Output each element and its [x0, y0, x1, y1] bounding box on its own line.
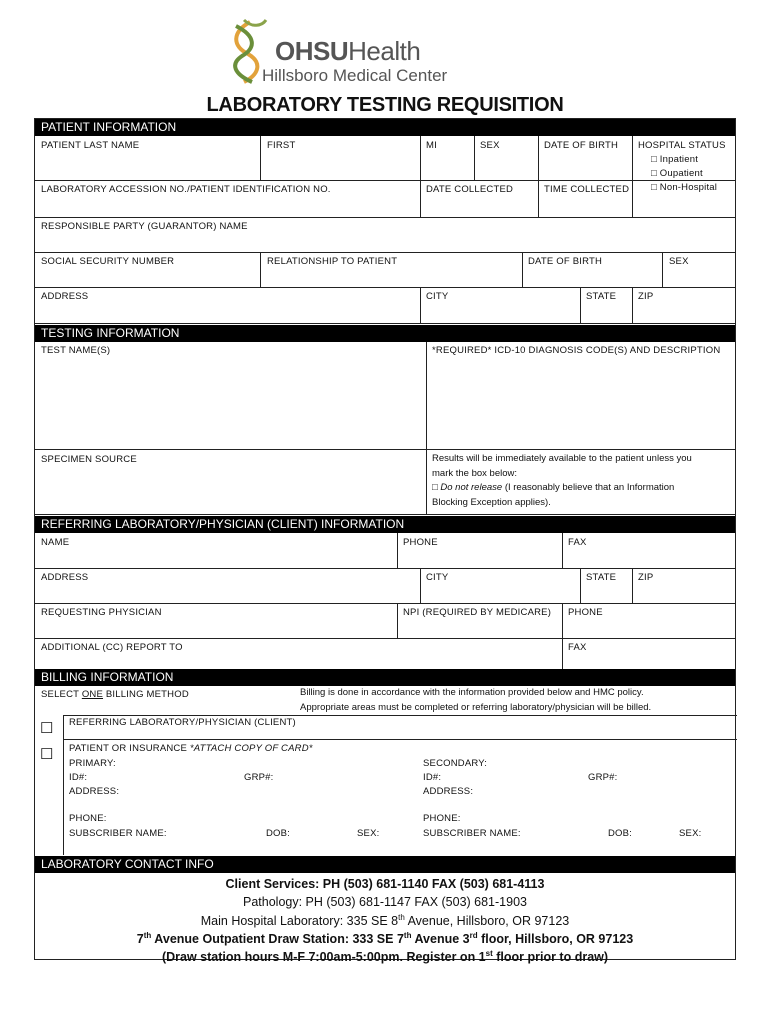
time-collected-field[interactable]: TIME COLLECTED	[544, 184, 630, 195]
secondary-id-field[interactable]: ID#:	[423, 772, 442, 783]
client-zip-field[interactable]: ZIP	[638, 572, 654, 583]
client-state-field[interactable]: STATE	[586, 572, 617, 583]
guarantor-sex-field[interactable]: SEX	[669, 256, 689, 267]
ssn-field[interactable]: SOCIAL SECURITY NUMBER	[41, 256, 175, 267]
client-services-line: Client Services: PH (503) 681-1140 FAX (503) 681-4113	[225, 877, 545, 891]
billing-policy-note: Billing is done in accordance with the information provided below and HMC policy. Appropriate areas must be completed or referring laboratory/physician will be billed.	[300, 687, 652, 713]
primary-id-field[interactable]: ID#:	[69, 772, 88, 783]
status-inpatient-checkbox[interactable]: □ Inpatient	[651, 154, 699, 165]
contact-info-header: LABORATORY CONTACT INFO	[35, 856, 735, 873]
cc-report-field[interactable]: ADDITIONAL (CC) REPORT TO	[41, 642, 183, 653]
status-outpatient-checkbox[interactable]: □ Oupatient	[651, 168, 703, 179]
select-billing-label: SELECT ONE BILLING METHOD	[41, 689, 189, 700]
patient-mi-field[interactable]: MI	[426, 140, 437, 151]
patient-dob-field[interactable]: DATE OF BIRTH	[544, 140, 619, 151]
primary-dob-field[interactable]: DOB:	[266, 828, 291, 839]
testing-info-header: TESTING INFORMATION	[35, 325, 735, 342]
draw-hours-line: (Draw station hours M-F 7:00am-5:00pm. Register on 1st floor prior to draw)	[161, 949, 609, 965]
patient-first-name-field[interactable]: FIRST	[267, 140, 296, 151]
client-city-field[interactable]: CITY	[426, 572, 449, 583]
secondary-label: SECONDARY:	[423, 758, 488, 769]
hospital-status-label: HOSPITAL STATUS	[638, 140, 726, 151]
relationship-field[interactable]: RELATIONSHIP TO PATIENT	[267, 256, 398, 267]
guarantor-dob-field[interactable]: DATE OF BIRTH	[528, 256, 603, 267]
page-title: LABORATORY TESTING REQUISITION	[206, 94, 564, 116]
primary-label: PRIMARY:	[69, 758, 116, 769]
primary-phone-field[interactable]: PHONE:	[69, 813, 107, 824]
cc-fax-field[interactable]: FAX	[568, 642, 587, 653]
referring-info-header: REFERRING LABORATORY/PHYSICIAN (CLIENT) INFORMATION	[35, 516, 735, 533]
patient-last-name-field[interactable]: PATIENT LAST NAME	[41, 140, 140, 151]
secondary-phone-field[interactable]: PHONE:	[423, 813, 461, 824]
patient-city-field[interactable]: CITY	[426, 291, 449, 302]
patient-info-header: PATIENT INFORMATION	[35, 119, 735, 136]
icd10-codes-field[interactable]: *REQUIRED* ICD-10 DIAGNOSIS CODE(S) AND DESCRIPTION	[432, 345, 721, 356]
npi-field[interactable]: NPI (REQUIRED BY MEDICARE)	[403, 607, 552, 618]
client-fax-field[interactable]: FAX	[568, 537, 587, 548]
bill-patient-label: PATIENT OR INSURANCE *ATTACH COPY OF CARD*	[69, 743, 313, 754]
secondary-dob-field[interactable]: DOB:	[608, 828, 633, 839]
secondary-subscriber-field[interactable]: SUBSCRIBER NAME:	[423, 828, 521, 839]
physician-phone-field[interactable]: PHONE	[568, 607, 603, 618]
requesting-physician-field[interactable]: REQUESTING PHYSICIAN	[41, 607, 162, 618]
bill-client-label: REFERRING LABORATORY/PHYSICIAN (CLIENT)	[69, 717, 296, 728]
ohsu-logo	[222, 18, 522, 88]
client-name-field[interactable]: NAME	[41, 537, 70, 548]
logo-brand: OHSUHealth	[275, 36, 421, 66]
client-address-field[interactable]: ADDRESS	[41, 572, 89, 583]
primary-address-field[interactable]: ADDRESS:	[69, 786, 120, 797]
main-lab-line: Main Hospital Laboratory: 335 SE 8th Avenue, Hillsboro, OR 97123	[200, 913, 570, 929]
primary-grp-field[interactable]: GRP#:	[244, 772, 274, 783]
responsible-party-field[interactable]: RESPONSIBLE PARTY (GUARANTOR) NAME	[41, 221, 248, 232]
logo-subtitle: Hillsboro Medical Center	[262, 66, 448, 85]
primary-subscriber-field[interactable]: SUBSCRIBER NAME:	[69, 828, 167, 839]
date-collected-field[interactable]: DATE COLLECTED	[426, 184, 514, 195]
bill-client-checkbox[interactable]: ☐	[40, 720, 54, 737]
secondary-grp-field[interactable]: GRP#:	[588, 772, 618, 783]
test-names-field[interactable]: TEST NAME(S)	[41, 345, 111, 356]
draw-station-line: 7th Avenue Outpatient Draw Station: 333 SE 7th Avenue 3rd floor, Hillsboro, OR 97123	[136, 931, 634, 947]
client-phone-field[interactable]: PHONE	[403, 537, 438, 548]
accession-field[interactable]: LABORATORY ACCESSION NO./PATIENT IDENTIFICATION NO.	[41, 184, 331, 195]
patient-sex-field[interactable]: SEX	[480, 140, 500, 151]
patient-state-field[interactable]: STATE	[586, 291, 617, 302]
patient-address-field[interactable]: ADDRESS	[41, 291, 89, 302]
specimen-source-field[interactable]: SPECIMEN SOURCE	[41, 454, 137, 465]
secondary-sex-field[interactable]: SEX:	[679, 828, 702, 839]
pathology-line: Pathology: PH (503) 681-1147 FAX (503) 681-1903	[243, 895, 527, 909]
primary-sex-field[interactable]: SEX:	[357, 828, 380, 839]
patient-zip-field[interactable]: ZIP	[638, 291, 654, 302]
secondary-address-field[interactable]: ADDRESS:	[423, 786, 474, 797]
do-not-release-checkbox[interactable]: □ Do not release	[432, 482, 503, 493]
results-release-note: Results will be immediately available to the patient unless you mark the box below: □ Do not release (I reasonably believe that an Information Blocking Exception applies).	[432, 453, 692, 508]
status-non-hospital-checkbox[interactable]: □ Non-Hospital	[651, 182, 718, 193]
bill-patient-checkbox[interactable]: ☐	[40, 746, 54, 763]
requisition-form	[34, 118, 736, 965]
billing-info-header: BILLING INFORMATION	[35, 669, 735, 686]
